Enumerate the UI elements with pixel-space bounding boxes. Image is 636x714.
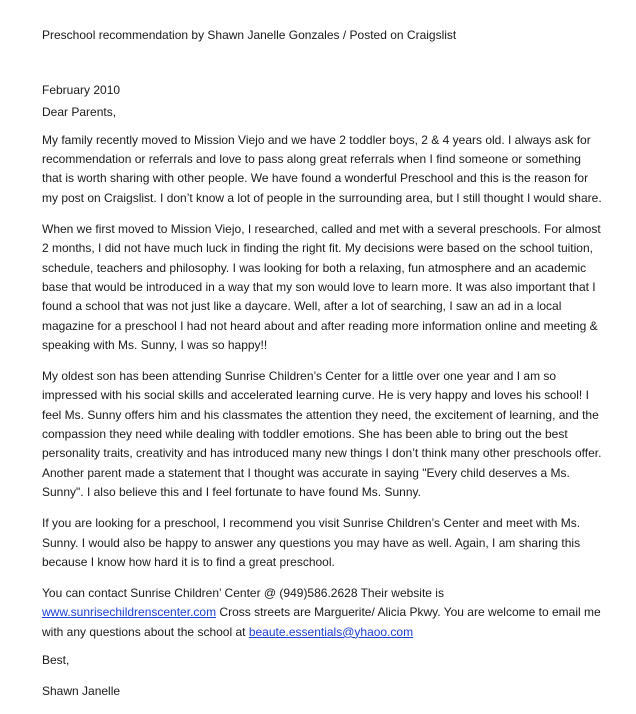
header-separator: /	[342, 28, 347, 42]
header-posted: Posted on Craigslist	[349, 28, 457, 42]
contact-intro: You can contact Sunrise Children’ Center @ (949)586.2628 Their website is	[42, 586, 444, 601]
document-header	[42, 26, 602, 45]
letter-salutation: Dear Parents,	[42, 104, 117, 119]
letter-closing: Best,	[42, 653, 70, 668]
paragraph-introduction: My family recently moved to Mission Viejo and we have 2 toddler boys, 2 & 4 years old. I always ask for recommendation or referrals and love to pass along great referrals when I find someone or something that is worth sharing with other people. We have found a wonderful Preschool and this is the reason for my post on Craigslist. I don’t know a lot of people in the surrounding area, but I still thought I would share.	[42, 132, 602, 205]
paragraph-search: When we first moved to Mission Viejo, I researched, called and met with a several preschools. For almost 2 months, I did not have much luck in finding the right fit. My decisions were based on the school tuition, schedule, teachers and philosophy. I was looking for both a relaxing, fun atmosphere and an academic base that would be introduced in a way that my son would love to learn more. It was also important that I found a school that was not just like a daycare. Well, after a lot of searching, I saw an ad in a local magazine for a preschool I had not heard about and after reading more information online and meeting & speaking with Ms. Sunny, I was so happy!!	[42, 222, 601, 352]
contact-middle: Cross streets are Marguerite/ Alicia Pkwy. You are welcome to email me with any questions about the school at	[42, 605, 601, 639]
website-link[interactable]: www.sunrisechildrenscenter.com	[42, 605, 217, 620]
paragraph-experience: My oldest son has been attending Sunrise Children’s Center for a little over one year and I am so impressed with his social skills and accelerated learning curve. He is very happy and loves his school! I feel Ms. Sunny offers him and his classmates the attention they need, the excitement of learning, and the compassion they need while dealing with toddler emotions. She has been able to bring out the best personality traits, creativity and has introduced many new things I don’t think many other preschools offer. Another parent made a statement that I thought was accurate in saying "Every child deserves a Ms. Sunny". I also believe this and I feel fortunate to have found Ms. Sunny.	[42, 369, 602, 499]
paragraph-contact	[42, 584, 602, 642]
email-link[interactable]: beaute.essentials@yhaoo.com	[248, 624, 414, 639]
header-title: Preschool recommendation by Shawn Janelle Gonzales	[42, 28, 340, 42]
paragraph-recommendation: If you are looking for a preschool, I recommend you visit Sunrise Children’s Center and meet with Ms. Sunny. I would also be happy to answer any questions you may have as well. Again, I am sharing this because I know how hard it is to find a great preschool.	[42, 516, 581, 569]
letter-signature: Shawn Janelle	[42, 684, 121, 699]
letter-document	[42, 26, 602, 702]
letter-date: February 2010	[42, 83, 121, 98]
